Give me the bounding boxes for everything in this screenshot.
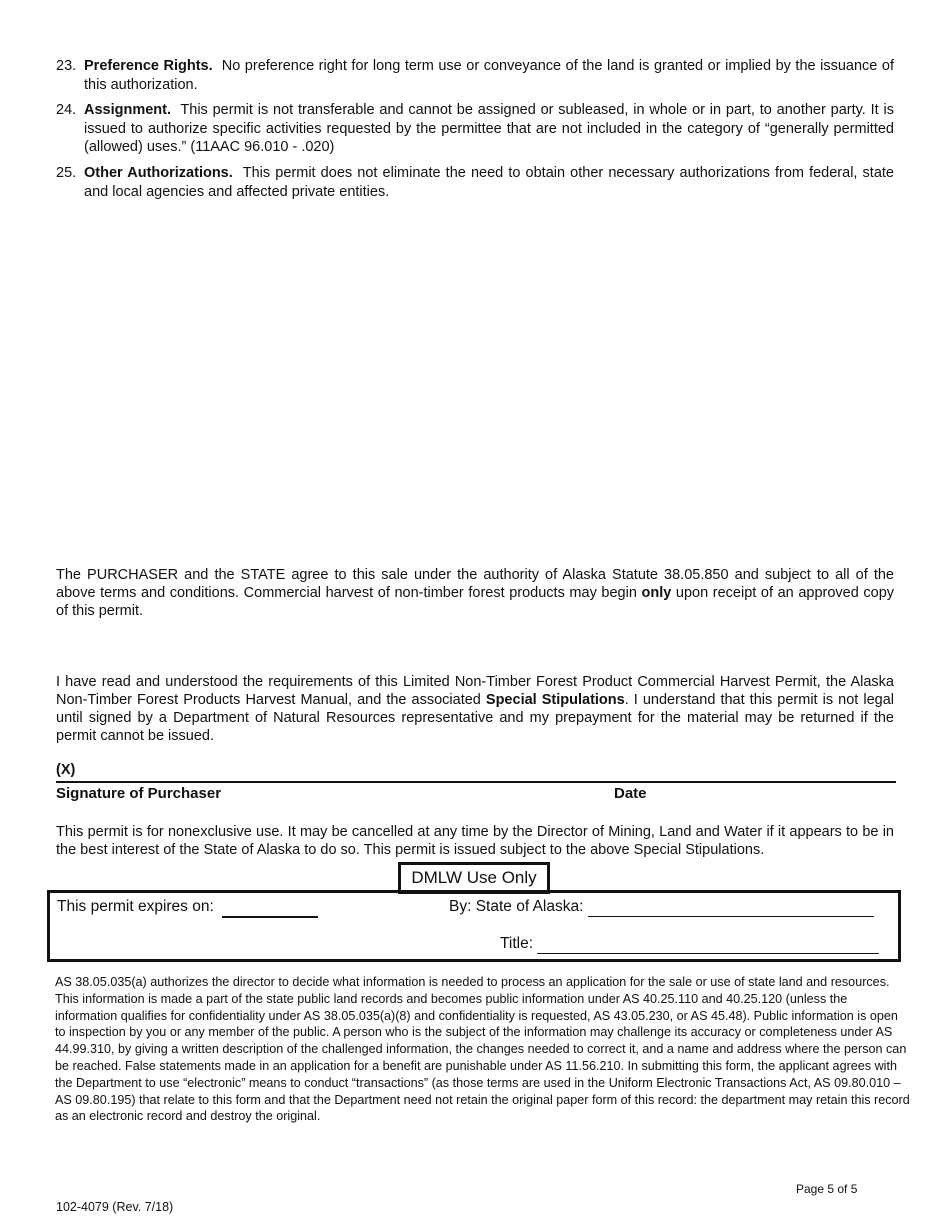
permit-expires-blank[interactable] <box>222 898 318 918</box>
agreement-text-end: upon receipt of an approved copy of this permit. <box>56 585 895 619</box>
clause-text: This permit does not eliminate the need to obtain other necessary authorizations from federal, state and local agencies and affected private entities. <box>84 165 894 200</box>
signature-of-purchaser-label: Signature of Purchaser <box>56 785 222 802</box>
clause-title: Assignment. <box>84 102 172 118</box>
signature-x-mark: (X) <box>56 762 76 778</box>
date-label: Date <box>614 785 647 802</box>
acknowledgement-text-end: . I understand that this permit is not legal until signed by a Department of Natural Resources representative and my prepayment for the material may be returned if the permit cannot be issued. <box>56 692 894 744</box>
clause-title: Other Authorizations. <box>84 165 233 181</box>
clause-number: 24. <box>56 102 77 118</box>
acknowledgement-paragraph <box>56 673 894 745</box>
agreement-paragraph <box>56 566 894 620</box>
privacy-notice: AS 38.05.035(a) authorizes the director to decide what information is needed to process an application for the sale or use of state land and resources. This information is made a part of the state public land records and becomes public information under AS 40.25.110 and 40.25.120 (unless the information qualifies for confidentiality under AS 38.05.035(a)(8) and confidentiality is requested, AS 43.05.230, or AS 45.48). Public information is open to inspection by you or any member of the public. A person who is the subject of the information may challenge its accuracy or completeness under AS 44.99.310, by giving a written description of the challenged information, the changes needed to correct it, and a name and address where the person can be reached. False statements made in an application for a benefit are punishable under AS 11.56.210. In submitting this form, the applicant agrees with the Department to use “electronic” means to conduct “transactions” (as those terms are used in the Uniform Electronic Transactions Act, AS 09.80.010 – AS 09.80.195) that relate to this form and that the Department need not retain the original paper form of this record: the department may retain this record as an electronic record and destroy the original. <box>55 975 910 1124</box>
clause-preference-rights <box>56 57 894 94</box>
form-id: 102-4079 (Rev. 7/18) <box>56 1200 174 1214</box>
agreement-emphasis: only <box>641 585 672 601</box>
permit-expires-field[interactable] <box>57 898 318 918</box>
state-signature-blank[interactable] <box>588 898 874 917</box>
agreement-text: The PURCHASER and the STATE agree to this sale under the authority of Alaska Statute 38.05.850 and subject to all of the above terms and conditions. Commercial harvest of non-timber forest products may begin <box>56 567 894 601</box>
permit-expires-label: This permit expires on: <box>57 898 214 915</box>
clause-number: 23. <box>56 58 77 74</box>
title-blank[interactable] <box>537 935 879 954</box>
clause-number: 25. <box>56 165 77 181</box>
clause-assignment <box>56 101 894 157</box>
state-signature-field[interactable] <box>449 898 874 917</box>
clause-other-authorizations <box>56 164 894 201</box>
title-field[interactable] <box>500 935 879 954</box>
signature-line[interactable] <box>56 781 896 783</box>
dmlw-use-only-tab: DMLW Use Only <box>398 862 550 894</box>
clause-text: This permit is not transferable and cannot be assigned or subleased, in whole or in part, to another party. It is issued to authorize specific activities requested by the permittee that are not included in the category of “generally permitted (allowed) uses.” (11AAC 96.010 - .020) <box>84 102 895 155</box>
clause-title: Preference Rights. <box>84 58 213 74</box>
nonexclusive-use-paragraph: This permit is for nonexclusive use. It may be cancelled at any time by the Director of Mining, Land and Water if it appears to be in the best interest of the State of Alaska to do so. This permit is issued subject to the above Special Stipulations. <box>56 824 894 858</box>
special-stipulations-emphasis: Special Stipulations <box>485 692 625 708</box>
page-number: Page 5 of 5 <box>796 1182 858 1196</box>
title-label: Title: <box>500 935 534 952</box>
acknowledgement-text: I have read and understood the requirements of this Limited Non-Timber Forest Product Commercial Harvest Permit, the Alaska Non-Timber Forest Products Harvest Manual, and the associated <box>56 674 894 708</box>
clause-text: No preference right for long term use or conveyance of the land is granted or implied by the issuance of this authorization. <box>84 58 894 93</box>
dmlw-use-only-box <box>47 890 901 962</box>
by-state-of-alaska-label: By: State of Alaska: <box>449 898 584 915</box>
